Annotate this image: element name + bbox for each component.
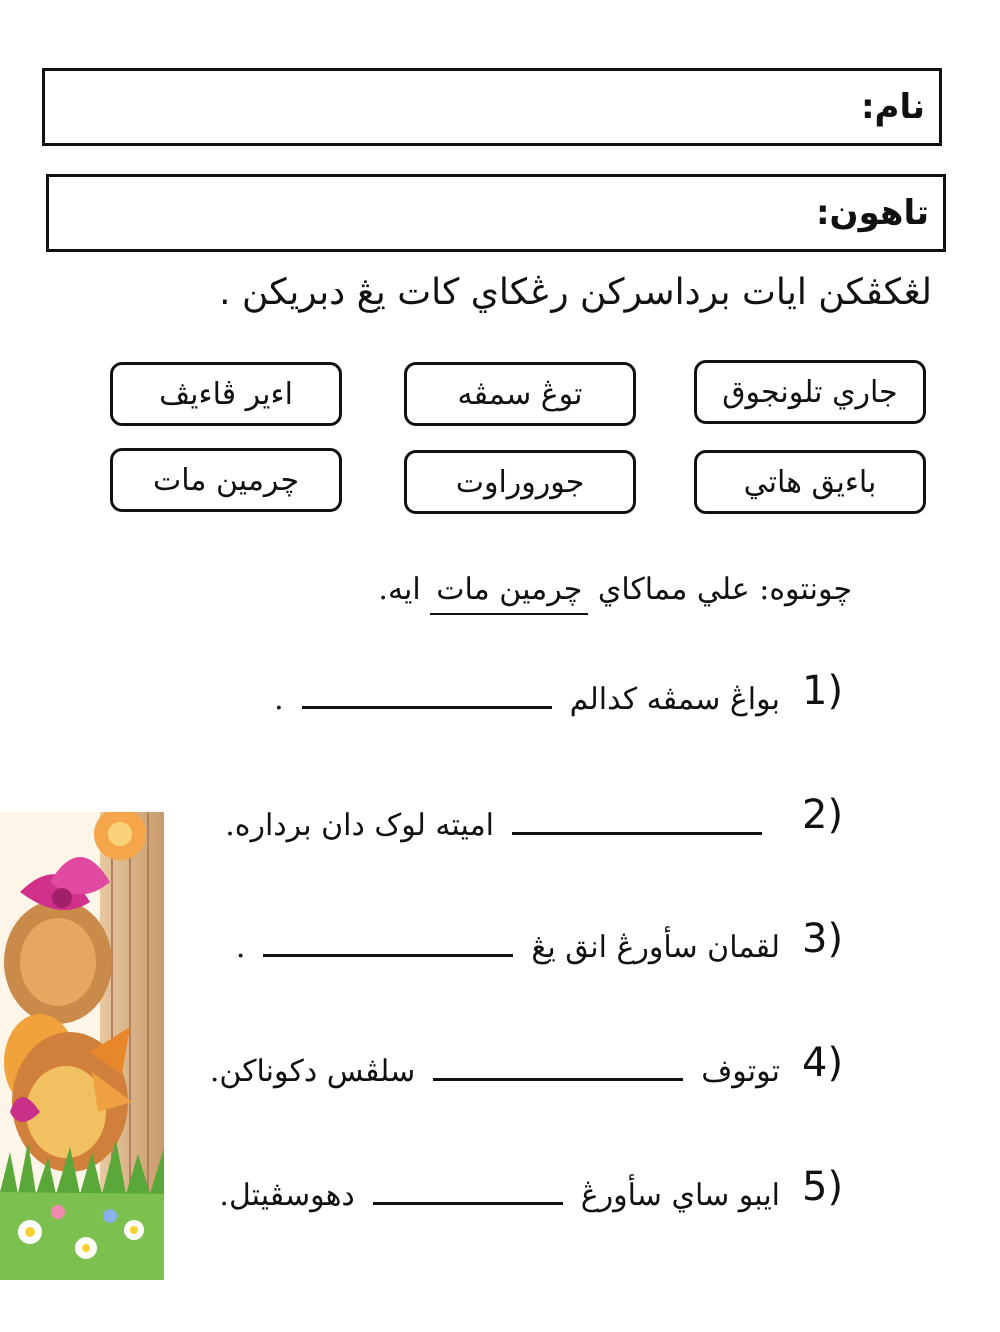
- question-5: [219, 1168, 780, 1213]
- year-label: تاهون:: [815, 193, 929, 233]
- year-input[interactable]: [59, 185, 823, 241]
- question-number: 3): [802, 916, 844, 962]
- question-2: [225, 798, 780, 843]
- question-number: 1): [802, 668, 844, 714]
- question-text-before: لقمان سأورڠ انق يڠ: [531, 930, 780, 965]
- answer-blank[interactable]: [373, 1168, 563, 1205]
- question-number: 5): [802, 1164, 844, 1210]
- bunny-flower-icon: [0, 812, 164, 1280]
- name-input[interactable]: [55, 79, 819, 135]
- question-3: [236, 920, 780, 965]
- word-bank-item[interactable]: باءيق هاتي: [694, 450, 926, 514]
- question-1: [274, 672, 780, 717]
- question-text-after: .: [235, 930, 246, 965]
- example-sentence: [378, 572, 852, 615]
- example-prefix: چونتوه: علي مماكاي: [597, 572, 852, 607]
- name-label: نام:: [860, 87, 925, 127]
- question-text-after: دهوسڤيتل.: [219, 1178, 355, 1213]
- question-number: 2): [802, 792, 844, 838]
- answer-blank[interactable]: [433, 1044, 683, 1081]
- answer-blank[interactable]: [302, 672, 552, 709]
- word-bank-item[interactable]: جوروراوت: [404, 450, 636, 514]
- question-text-after: .: [274, 682, 284, 717]
- word-bank-item[interactable]: توڠ سمڤه: [404, 362, 636, 426]
- instruction-text: لڠكڤكن ايات برداسركن رڠكاي كات يڠ دبريكن .: [219, 272, 932, 313]
- word-bank-item[interactable]: چرمين مات: [110, 448, 342, 512]
- question-number: 4): [802, 1040, 844, 1086]
- example-suffix: ايه.: [378, 572, 421, 607]
- question-text-before: بواڠ سمڤه كدالم: [569, 682, 780, 717]
- answer-blank[interactable]: [263, 920, 513, 957]
- question-text-after: سلڤس دكوناكن.: [209, 1054, 416, 1089]
- name-field-box[interactable]: [42, 68, 942, 146]
- answer-blank[interactable]: [512, 798, 762, 835]
- year-field-box[interactable]: [46, 174, 946, 252]
- question-text-before: توتوف: [701, 1054, 780, 1089]
- example-answer: چرمين مات: [430, 572, 588, 615]
- word-bank-item[interactable]: جاري تلونجوق: [694, 360, 926, 424]
- question-text-after: اميته لوک دان برداره.: [225, 808, 494, 843]
- question-text-before: ايبو ساي سأورڠ: [580, 1178, 780, 1213]
- word-bank-item[interactable]: اءير ڤاءيڤ: [110, 362, 342, 426]
- question-4: [210, 1044, 780, 1089]
